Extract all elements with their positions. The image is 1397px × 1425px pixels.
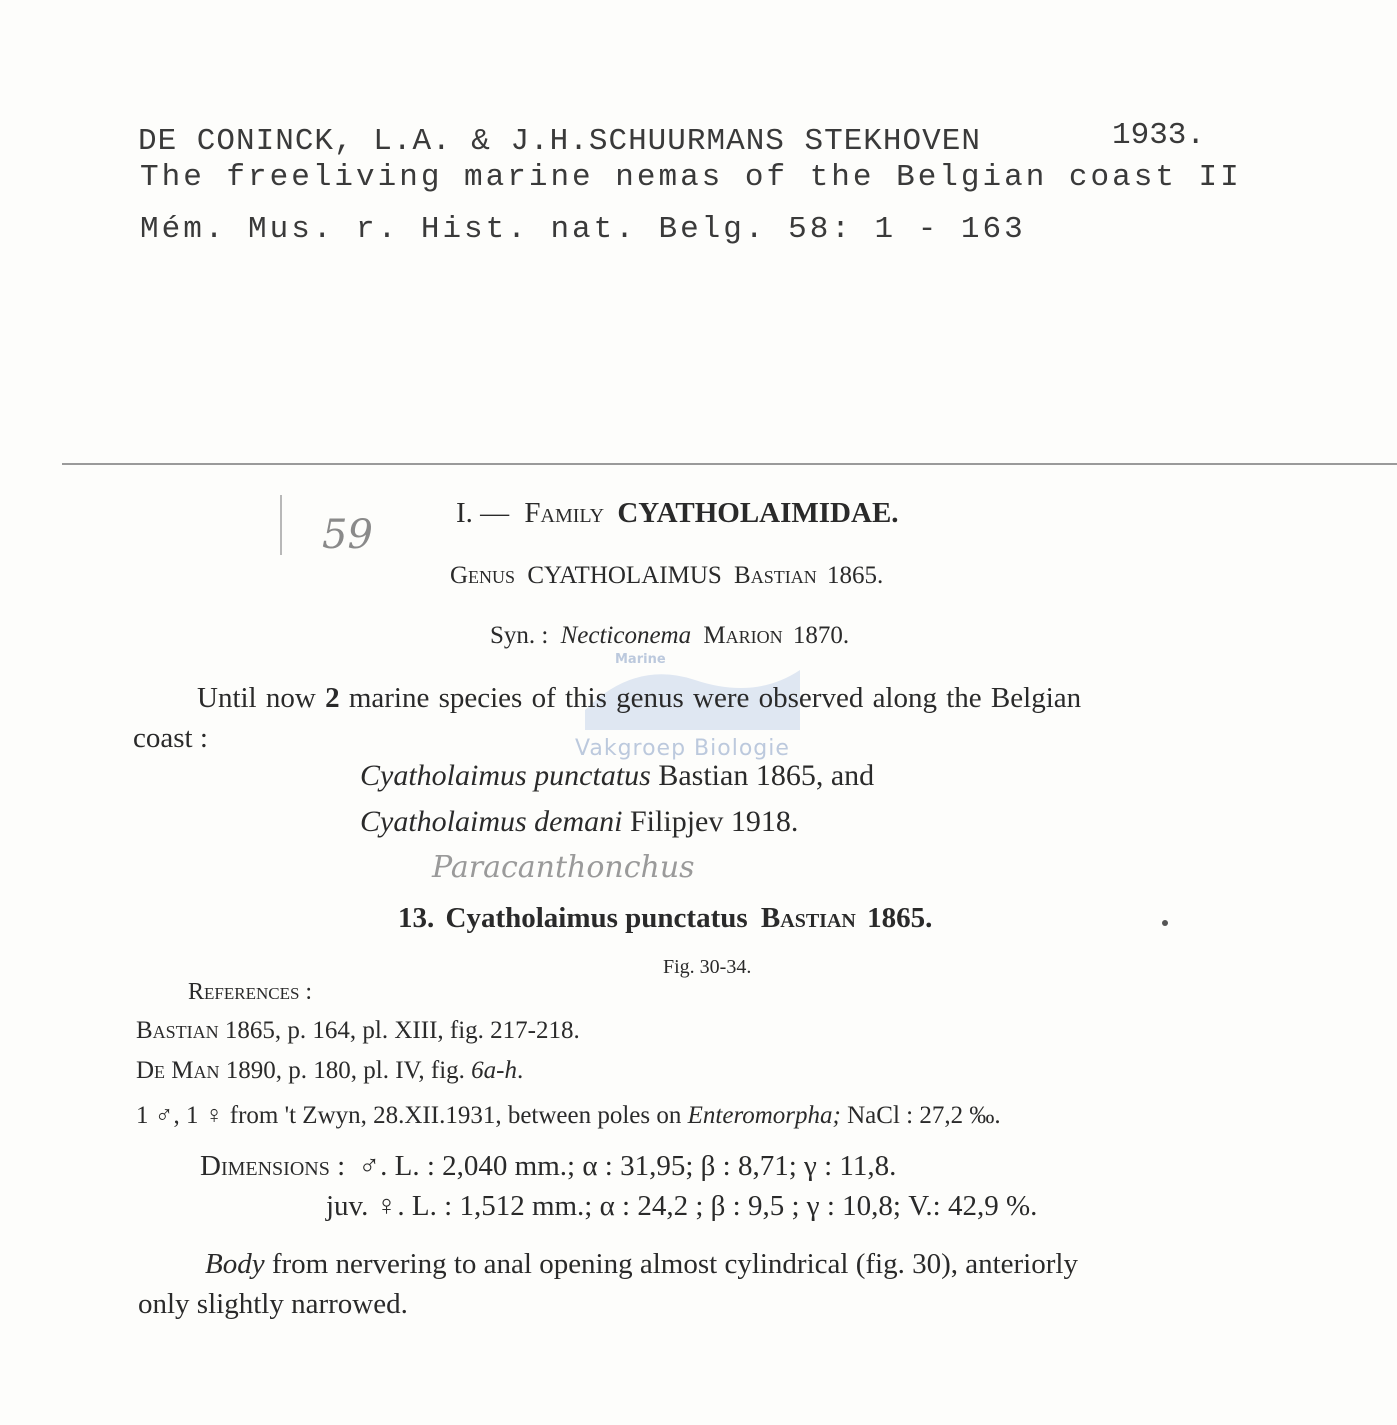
material-substrate: Enteromorpha; — [687, 1102, 841, 1129]
synonym-label: Syn. : — [490, 622, 549, 649]
reference-author: Bastian — [136, 1017, 219, 1044]
figure-reference: Fig. 30-34. — [663, 956, 752, 978]
intro-line-2: coast : — [133, 722, 208, 754]
citation-year: 1933. — [1112, 118, 1206, 153]
citation-authors: DE CONINCK, L.A. & J.H.SCHUURMANS STEKHOVEN — [138, 124, 981, 159]
synonym-year: 1870. — [792, 622, 850, 649]
intro-text-after: marine species of this genus were observed along the Belgian — [348, 682, 1082, 714]
intro-line-1 — [197, 682, 1081, 715]
species-heading-name: Cyatholaimus punctatus — [445, 902, 748, 934]
species-name: Cyatholaimus demani — [360, 805, 623, 838]
family-heading — [456, 497, 899, 530]
reference-author: De Man — [136, 1057, 220, 1084]
watermark-middle-text: Vakgroep Biologie — [575, 736, 790, 761]
citation-title: The freeliving marine nemas of the Belgian coast II — [140, 160, 1242, 195]
synonym-line — [490, 622, 849, 650]
genus-heading — [450, 562, 883, 590]
references-label: References : — [188, 979, 313, 1005]
species-heading — [398, 902, 932, 935]
species-list-item — [360, 759, 874, 793]
citation-journal: Mém. Mus. r. Hist. nat. Belg. 58: 1 - 163 — [140, 212, 1026, 247]
synonym-author: Marion — [703, 622, 783, 649]
family-name: CYATHOLAIMIDAE. — [617, 497, 899, 529]
watermark-top-text: Marine — [615, 652, 666, 667]
genus-word: Genus — [450, 562, 516, 589]
species-authority: Bastian 1865, and — [658, 759, 875, 792]
reference-fig: 6a-h — [471, 1057, 517, 1084]
dimensions-line-1 — [200, 1150, 896, 1183]
clipping-edge — [62, 463, 1397, 465]
stray-mark — [1162, 920, 1168, 926]
intro-text-before: Until now — [197, 682, 316, 714]
body-lead: Body — [205, 1248, 265, 1280]
reference-details: 1890, p. 180, pl. IV, fig. — [219, 1057, 472, 1084]
body-line-1 — [205, 1248, 1078, 1281]
genus-author: Bastian — [734, 562, 817, 589]
dimensions-label: Dimensions : — [200, 1150, 346, 1182]
citation-line-1 — [138, 124, 981, 159]
intro-count: 2 — [325, 682, 340, 714]
dimensions-male: ♂. L. : 2,040 mm.; α : 31,95; β : 8,71; γ : 11,8. — [358, 1150, 897, 1182]
material-text-after: NaCl : 27,2 ‰. — [840, 1102, 1001, 1129]
handwritten-page-number: 59 — [322, 512, 373, 558]
material-line — [136, 1102, 1001, 1130]
species-authority: Filipjev 1918. — [630, 805, 799, 838]
genus-name: CYATHOLAIMUS — [527, 562, 722, 589]
genus-year: 1865. — [826, 562, 884, 589]
margin-tick — [280, 495, 282, 555]
reference-end: . — [516, 1057, 524, 1084]
material-text-before: 1 ♂, 1 ♀ from 't Zwyn, 28.XII.1931, between poles on — [136, 1102, 688, 1129]
body-line-2: only slightly narrowed. — [138, 1288, 408, 1320]
species-heading-author: Bastian — [760, 902, 856, 934]
species-heading-year: 1865. — [867, 902, 933, 934]
reference-item — [136, 1017, 580, 1045]
handwritten-genus-note: Paracanthonchus — [432, 850, 695, 885]
reference-details: 1865, p. 164, pl. XIII, fig. 217-218. — [218, 1017, 580, 1044]
dimensions-line-2: juv. ♀. L. : 1,512 mm.; α : 24,2 ; β : 9,5 ; γ : 10,8; V.: 42,9 %. — [326, 1190, 1038, 1222]
reference-item — [136, 1057, 523, 1085]
species-list-item — [360, 805, 798, 839]
family-prefix: I. — — [456, 497, 510, 529]
family-word: Family — [524, 497, 605, 529]
synonym-name: Necticonema — [560, 622, 692, 649]
body-text: from nervering to anal opening almost cylindrical (fig. 30), anteriorly — [264, 1248, 1078, 1280]
species-name: Cyatholaimus punctatus — [360, 759, 651, 792]
species-number: 13. — [398, 902, 435, 934]
